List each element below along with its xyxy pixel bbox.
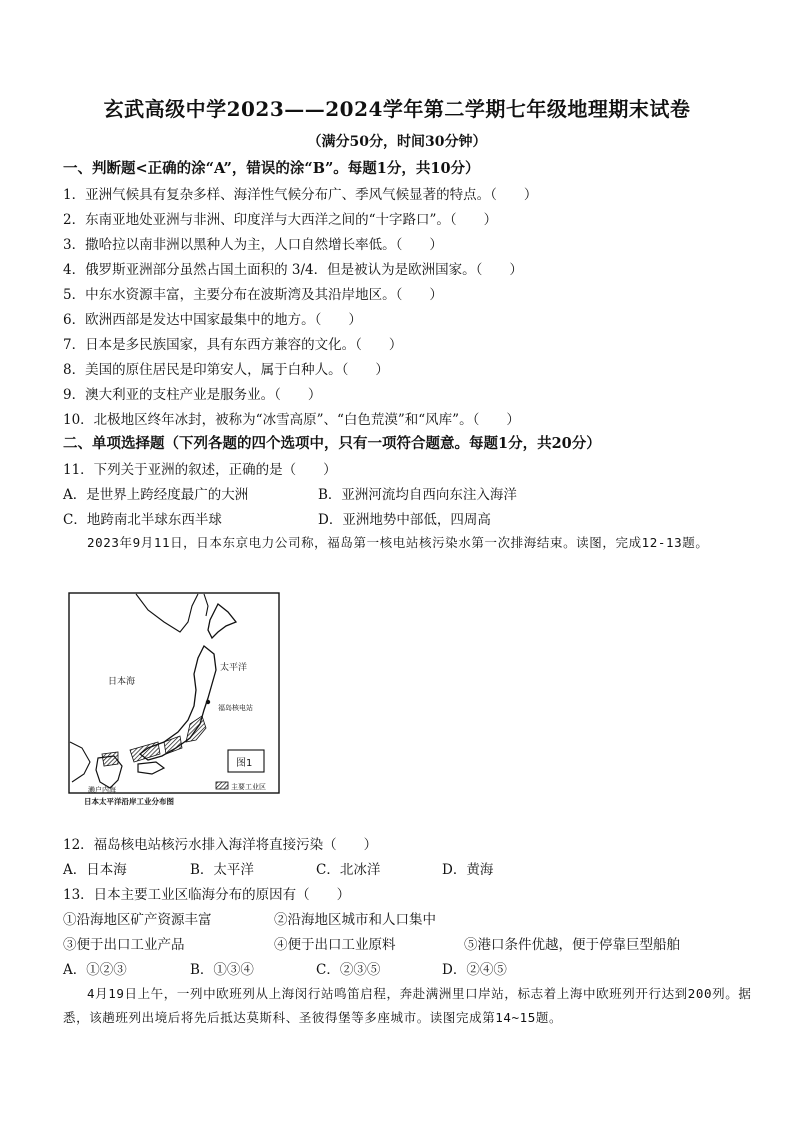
fukushima-marker [206, 700, 210, 704]
japan-industry-map [68, 592, 280, 806]
q13-option-b: B．①③④ [190, 962, 254, 978]
q13-stem: 13．日本主要工业区临海分布的原因有（ ） [63, 887, 351, 903]
q11-option-b: B．亚洲河流均自西向东注入海洋 [318, 487, 517, 503]
label-fukushima: 福岛核电站 [218, 704, 253, 712]
judge-item-2: 2．东南亚地处亚洲与非洲、印度洋与大西洋之间的“十字路口”。（ ） [63, 212, 498, 228]
judge-item-7: 7．日本是多民族国家，具有东西方兼容的文化。（ ） [63, 337, 403, 353]
q11-stem: 11．下列关于亚洲的叙述，正确的是（ ） [63, 462, 337, 478]
q13-statement-4: ④便于出口工业原料 [274, 937, 396, 953]
q12-option-b: B．太平洋 [190, 862, 254, 878]
q11-option-a: A．是世界上跨经度最广的大洲 [63, 487, 249, 503]
q13-option-d: D．②④⑤ [442, 962, 507, 978]
q13-statement-1: ①沿海地区矿产资源丰富 [63, 912, 212, 928]
q12-option-c: C．北冰洋 [316, 862, 381, 878]
label-pacific: 太平洋 [220, 663, 248, 673]
judge-item-6: 6．欧洲西部是发达中国家最集中的地方。（ ） [63, 312, 362, 328]
q13-statement-2: ②沿海地区城市和人口集中 [274, 912, 436, 928]
q11-option-d: D．亚洲地势中部低，四周高 [318, 512, 491, 528]
legend-label: 主要工业区 [231, 783, 266, 791]
judge-item-4: 4．俄罗斯亚洲部分虽然占国土面积的 3/4．但是被认为是欧洲国家。（ ） [63, 262, 523, 278]
section1-heading: 一、判断题<正确的涂“A”，错误的涂“B”。每题1分，共10分） [63, 160, 480, 177]
judge-item-1: 1．亚洲气候具有复杂多样、海洋性气候分布广、季风气候显著的特点。（ ） [63, 187, 538, 203]
q13-statement-5: ⑤港口条件优越，便于停靠巨型船舶 [464, 937, 680, 953]
q12-stem: 12．福岛核电站核污水排入海洋将直接污染（ ） [63, 837, 378, 853]
judge-item-9: 9．澳大利亚的支柱产业是服务业。（ ） [63, 387, 322, 403]
q12-option-a: A．日本海 [63, 862, 127, 878]
judge-item-3: 3．撒哈拉以南非洲以黑种人为主，人口自然增长率低。（ ） [63, 237, 443, 253]
passage-fukushima: 2023年9月11日，日本东京电力公司称，福岛第一核电站核污染水第一次排海结束。读图，完成12-13题。 [87, 535, 709, 550]
judge-item-10: 10．北极地区终年冰封，被称为“冰雪高原”、“白色荒漠”和“风库”。（ ） [63, 412, 520, 428]
section2-heading: 二、单项选择题（下列各题的四个选项中，只有一项符合题意。每题1分，共20分） [63, 435, 601, 452]
q13-option-c: C．②③⑤ [316, 962, 381, 978]
label-sea-of-japan: 日本海 [108, 677, 136, 687]
exam-title: 玄武高级中学2023——2024学年第二学期七年级地理期末试卷 [103, 97, 691, 121]
q11-option-c: C．地跨南北半球东西半球 [63, 512, 222, 528]
q13-statement-3: ③便于出口工业产品 [63, 937, 185, 953]
judge-item-5: 5．中东水资源丰富，主要分布在波斯湾及其沿岸地区。（ ） [63, 287, 443, 303]
exam-subtitle: （满分50分，时间30分钟） [307, 134, 487, 150]
judge-item-8: 8．美国的原住居民是印第安人，属于白种人。（ ） [63, 362, 389, 378]
industry-zone-kitakyushu [102, 752, 118, 766]
q13-option-a: A．①②③ [63, 962, 127, 978]
passage-china-europe-train: 4月19日上午，一列中欧班列从上海闵行站鸣笛启程，奔赴满洲里口岸站，标志着上海中欧班列开行达到200列。据悉，该趟班列出境后将先后抵达莫斯科、圣彼得堡等多座城市。读图完成第14~15题。 [63, 986, 752, 1025]
map-caption: 日本太平洋沿岸工业分布图 [84, 797, 174, 806]
map-svg [68, 592, 280, 806]
q12-option-d: D．黄海 [442, 862, 494, 878]
label-seto-sea: 濑户内海 [88, 786, 116, 794]
legend-swatch [216, 782, 228, 789]
figure-number: 图1 [236, 758, 253, 769]
